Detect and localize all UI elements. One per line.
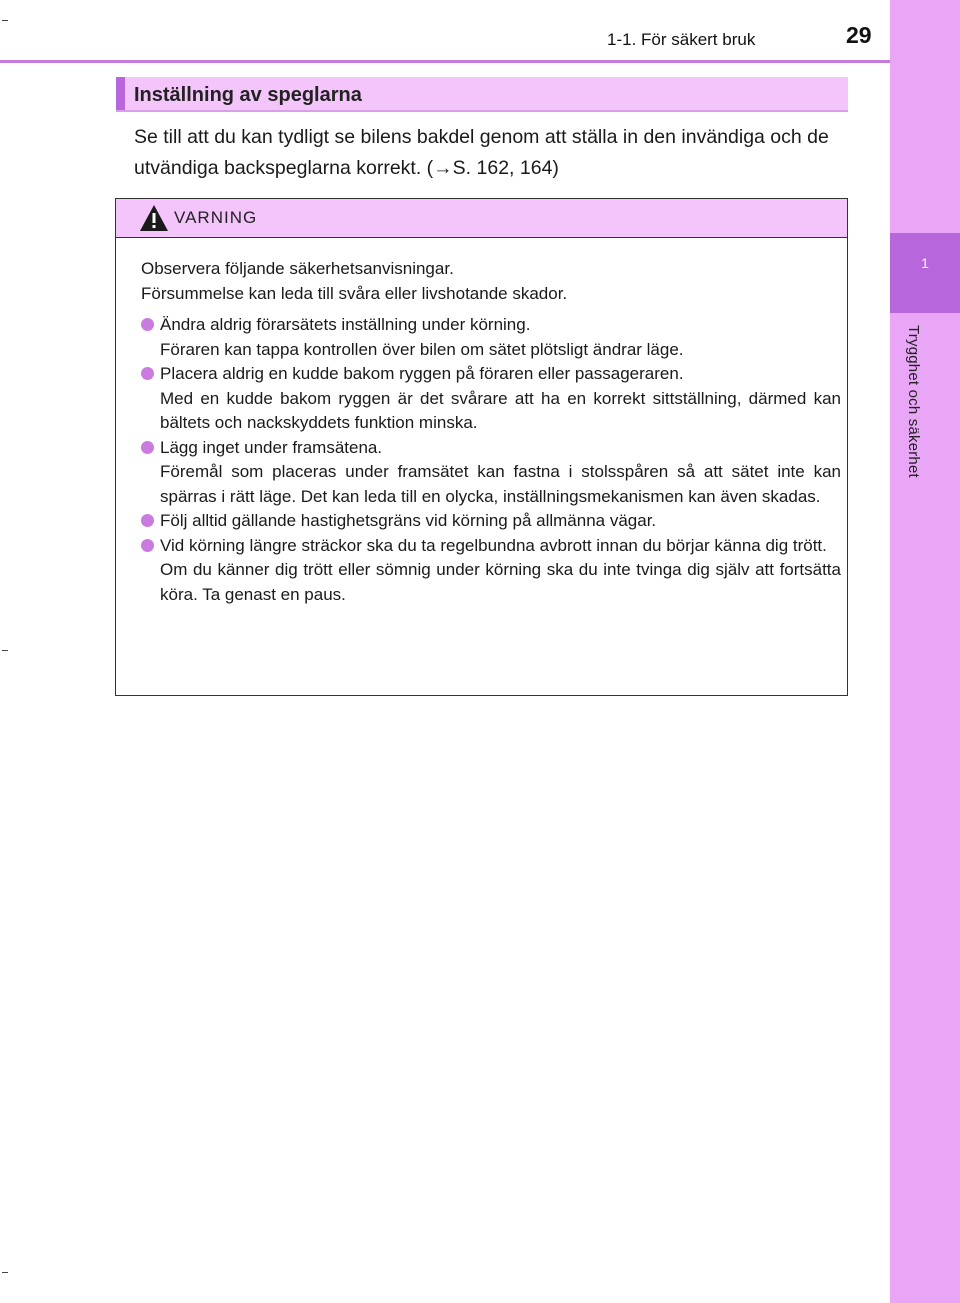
bullet-icon — [141, 318, 154, 331]
warning-item-detail: Föraren kan tappa kontrollen över bilen om sätet plötsligt ändrar läge. — [160, 339, 684, 359]
warning-item-title: Ändra aldrig förarsätets inställning under körning. — [160, 315, 531, 334]
warning-item-detail: Om du känner dig trött eller sömnig under körning ska du inte tvinga dig själv att fortsätta köra. Ta genast en paus. — [160, 560, 841, 604]
chapter-number: 1 — [921, 255, 929, 271]
section-header: 1-1. För säkert bruk — [607, 30, 756, 49]
warning-header — [116, 199, 847, 238]
topic-title: Inställning av speglarna — [134, 84, 362, 106]
header-divider — [0, 60, 890, 63]
crop-mark — [2, 20, 8, 21]
chapter-title: Trygghet och säkerhet — [905, 325, 922, 478]
warning-box — [115, 198, 848, 696]
warning-body — [141, 257, 841, 607]
topic-accent-bar — [116, 77, 125, 110]
crop-mark — [2, 650, 8, 651]
bullet-icon — [141, 514, 154, 527]
warning-intro-line: Observera följande säkerhetsanvisningar. — [141, 259, 454, 278]
warning-item-title: Vid körning längre sträckor ska du ta regelbundna avbrott innan du börjar känna dig trött. — [160, 535, 827, 555]
warning-item — [141, 362, 841, 436]
warning-triangle-icon — [138, 203, 170, 233]
warning-label: VARNING — [174, 208, 258, 227]
crop-mark — [2, 1272, 8, 1273]
bullet-icon — [141, 367, 154, 380]
warning-item — [141, 534, 841, 608]
page-number: 29 — [846, 22, 872, 48]
bullet-icon — [141, 539, 154, 552]
warning-item-title: Lägg inget under framsätena. — [160, 437, 383, 457]
warning-item — [141, 313, 841, 362]
chapter-tab[interactable] — [890, 233, 960, 313]
warning-item — [141, 436, 841, 510]
warning-item-title: Följ alltid gällande hastighetsgräns vid körning på allmänna vägar. — [160, 511, 657, 530]
warning-intro-line: Försummelse kan leda till svåra eller livshotande skador. — [141, 283, 568, 303]
chapter-side-strip — [890, 0, 960, 1303]
warning-intro — [141, 257, 841, 306]
topic-intro: Se till att du kan tydligt se bilens bakdel genom att ställa in den invändiga och de utvändiga backspeglarna korrekt. (→S. 162, 164) — [134, 126, 829, 179]
warning-item — [141, 509, 841, 534]
warning-item-title: Placera aldrig en kudde bakom ryggen på föraren eller passageraren. — [160, 364, 684, 383]
bullet-icon — [141, 441, 154, 454]
warning-item-detail: Föremål som placeras under framsätet kan fastna i stolsspåren så att sätet inte kan spärras i rätt läge. Det kan leda till en olycka, inställningsmekanismen kan även skadas. — [160, 462, 841, 506]
warning-item-detail: Med en kudde bakom ryggen är det svårare att ha en korrekt sittställning, därmed kan bältets och nackskyddets funktion minska. — [160, 388, 841, 432]
